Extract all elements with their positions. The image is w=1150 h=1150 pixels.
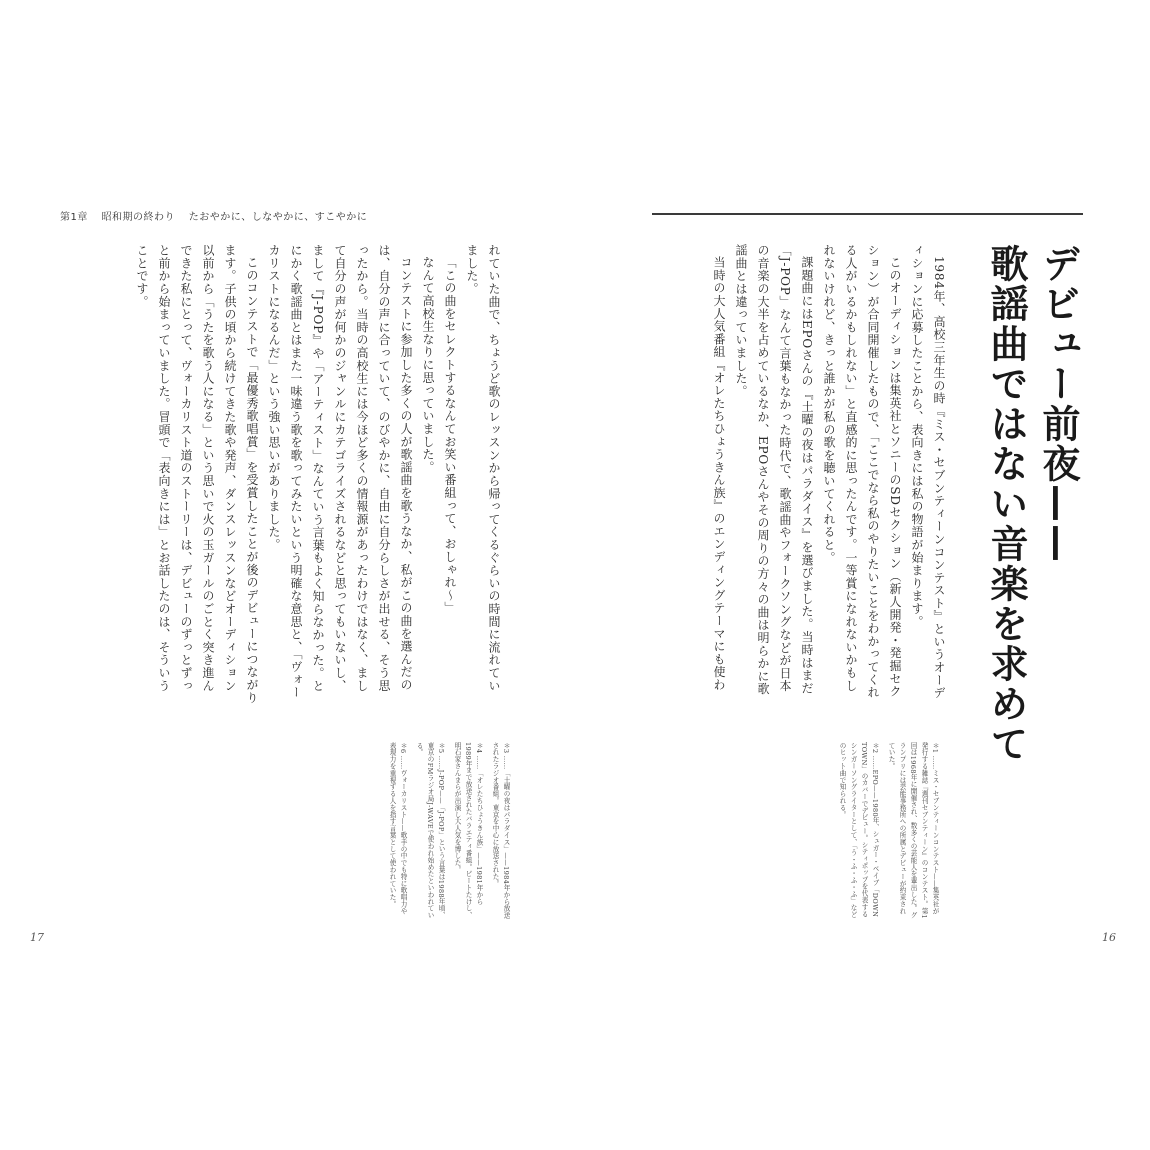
running-head-chapter: 第1章	[60, 212, 88, 223]
paragraph: れていた曲で、ちょうど歌のレッスンから帰ってくるぐらいの時間に流れていました。	[465, 244, 501, 692]
running-head-subtitle: たおやかに、しなやかに、すこやかに	[188, 212, 368, 223]
running-head-section: 昭和期の終わり	[101, 212, 176, 223]
paragraph: このオーディションは集英社とソニーのSDセクション（新人開発・発掘セクション）が合同開催したもので、「ここでなら私のやりたいことをわかってくれる人がいるかもしれない」と直感的に思ったんです。一等賞になれないかもしれないけれど、きっと誰かが私の歌を聴いてくれると。	[822, 244, 902, 699]
footnote: ＊3 ……「土曜の夜はパラダイス」——1984年から放送されたラジオ番組。東京を中心に放送された。	[491, 742, 510, 919]
left-body-text	[60, 244, 505, 704]
paragraph: 当時の大人気番組『オレたちひょうきん族』のエンディングテーマにも使わ	[712, 256, 726, 692]
footnote: ＊2 ……EPO——1980年、シュガー・ベイブ「DOWN TOWN」のカバーでデビュー。シティポップを代表するシンガーソングライターとして、「う・ふ・ふ・ふ」などのヒット曲で知られる。	[838, 742, 879, 919]
left-footnotes	[86, 742, 511, 920]
paragraph: 1984年、高校三年生の時『ミス・セブンティーンコンテスト』というオーディションに応募したことから、表向きには私の物語が始まります。	[910, 244, 946, 700]
paragraph: 「この曲をセレクトするなんてお笑い番組って、おしゃれ〜」	[443, 256, 457, 615]
footnote: ＊5 ……J-POP——「J-POP」という言葉は1988年頃、東京のFMラジオ局J-WAVEで使われ始めたといわれている。	[415, 742, 445, 919]
footnote: ＊1 ……ミス・セブンティーンコンテスト——集英社が発行する雑誌『週刊セブンティーン』のコンテスト。第1回は1968年に開催され、数多くの芸能人を輩出した。グランプリには芸能事務所への所属とデビューが約束されていた。	[887, 742, 939, 919]
title-rule	[652, 213, 1083, 215]
chapter-title-line-1: デビュー前夜——	[1036, 244, 1080, 564]
chapter-title-line-2: 歌謡曲ではない音楽を求めて	[984, 244, 1028, 764]
page-number-right: 16	[1102, 931, 1116, 944]
chapter-title	[980, 244, 1084, 764]
running-head	[60, 208, 377, 223]
paragraph: コンテストに参加した多くの人が歌謡曲を歌うなか、私がこの曲を選んだのは、自分の声に合っていて、のびやかに、自由に自分らしさが出せる、そう思ったから。当時の高校生には今ほど多くの情報源があったわけではなく、まして自分の声が何かのジャンルにカテゴライズされるなどと思ってもいないし、まして『J-POP』や「アーティスト」なんていう言葉もよく知らなかった。とにかく歌謡曲とはまた一味違う歌を歌ってみたいという明確な意思と、「ヴォーカリストになるんだ」という強い思いがありました。	[267, 244, 413, 699]
paragraph: なんて高校生なりに思っていました。	[421, 256, 435, 474]
right-footnotes	[640, 742, 940, 920]
paragraph: 課題曲にはEPOさんの『土曜の夜はパラダイス』を選びました。当時はまだ「J-POP」なんて言葉もなかった時代で、歌謡曲やフォークソングなどが日本の音楽の大半を占めているなか、EPOさんやその周りの方々の曲は明らかに歌謡曲とは違っていました。	[734, 244, 814, 696]
right-body-text	[638, 244, 950, 704]
paragraph: このコンテストで「最優秀歌唱賞」を受賞したことが後のデビューにつながります。子供の頃から続けてきた歌や発声、ダンスレッスンなどオーディション以前から「うたを歌う人になる」という思いで火の玉ガールのごとく突き進んできた私にとって、ヴォーカリスト道のストーリーは、デビューのずっとずっと前から始まっていました。冒頭で「表向きには」とお話したのは、そういうことです。	[135, 244, 259, 704]
footnote: ＊6 ……ヴォーカリスト——歌手の中でも特に歌唱力や表現力を重視する人を指す言葉として使われていた。	[388, 742, 407, 915]
page-number-left: 17	[30, 931, 44, 944]
footnote: ＊4 ……「オレたちひょうきん族」——1981年から1989年まで放送されたバラエティ番組。ビートたけし、明石家さんまらが出演し大人気を博した。	[453, 742, 483, 919]
